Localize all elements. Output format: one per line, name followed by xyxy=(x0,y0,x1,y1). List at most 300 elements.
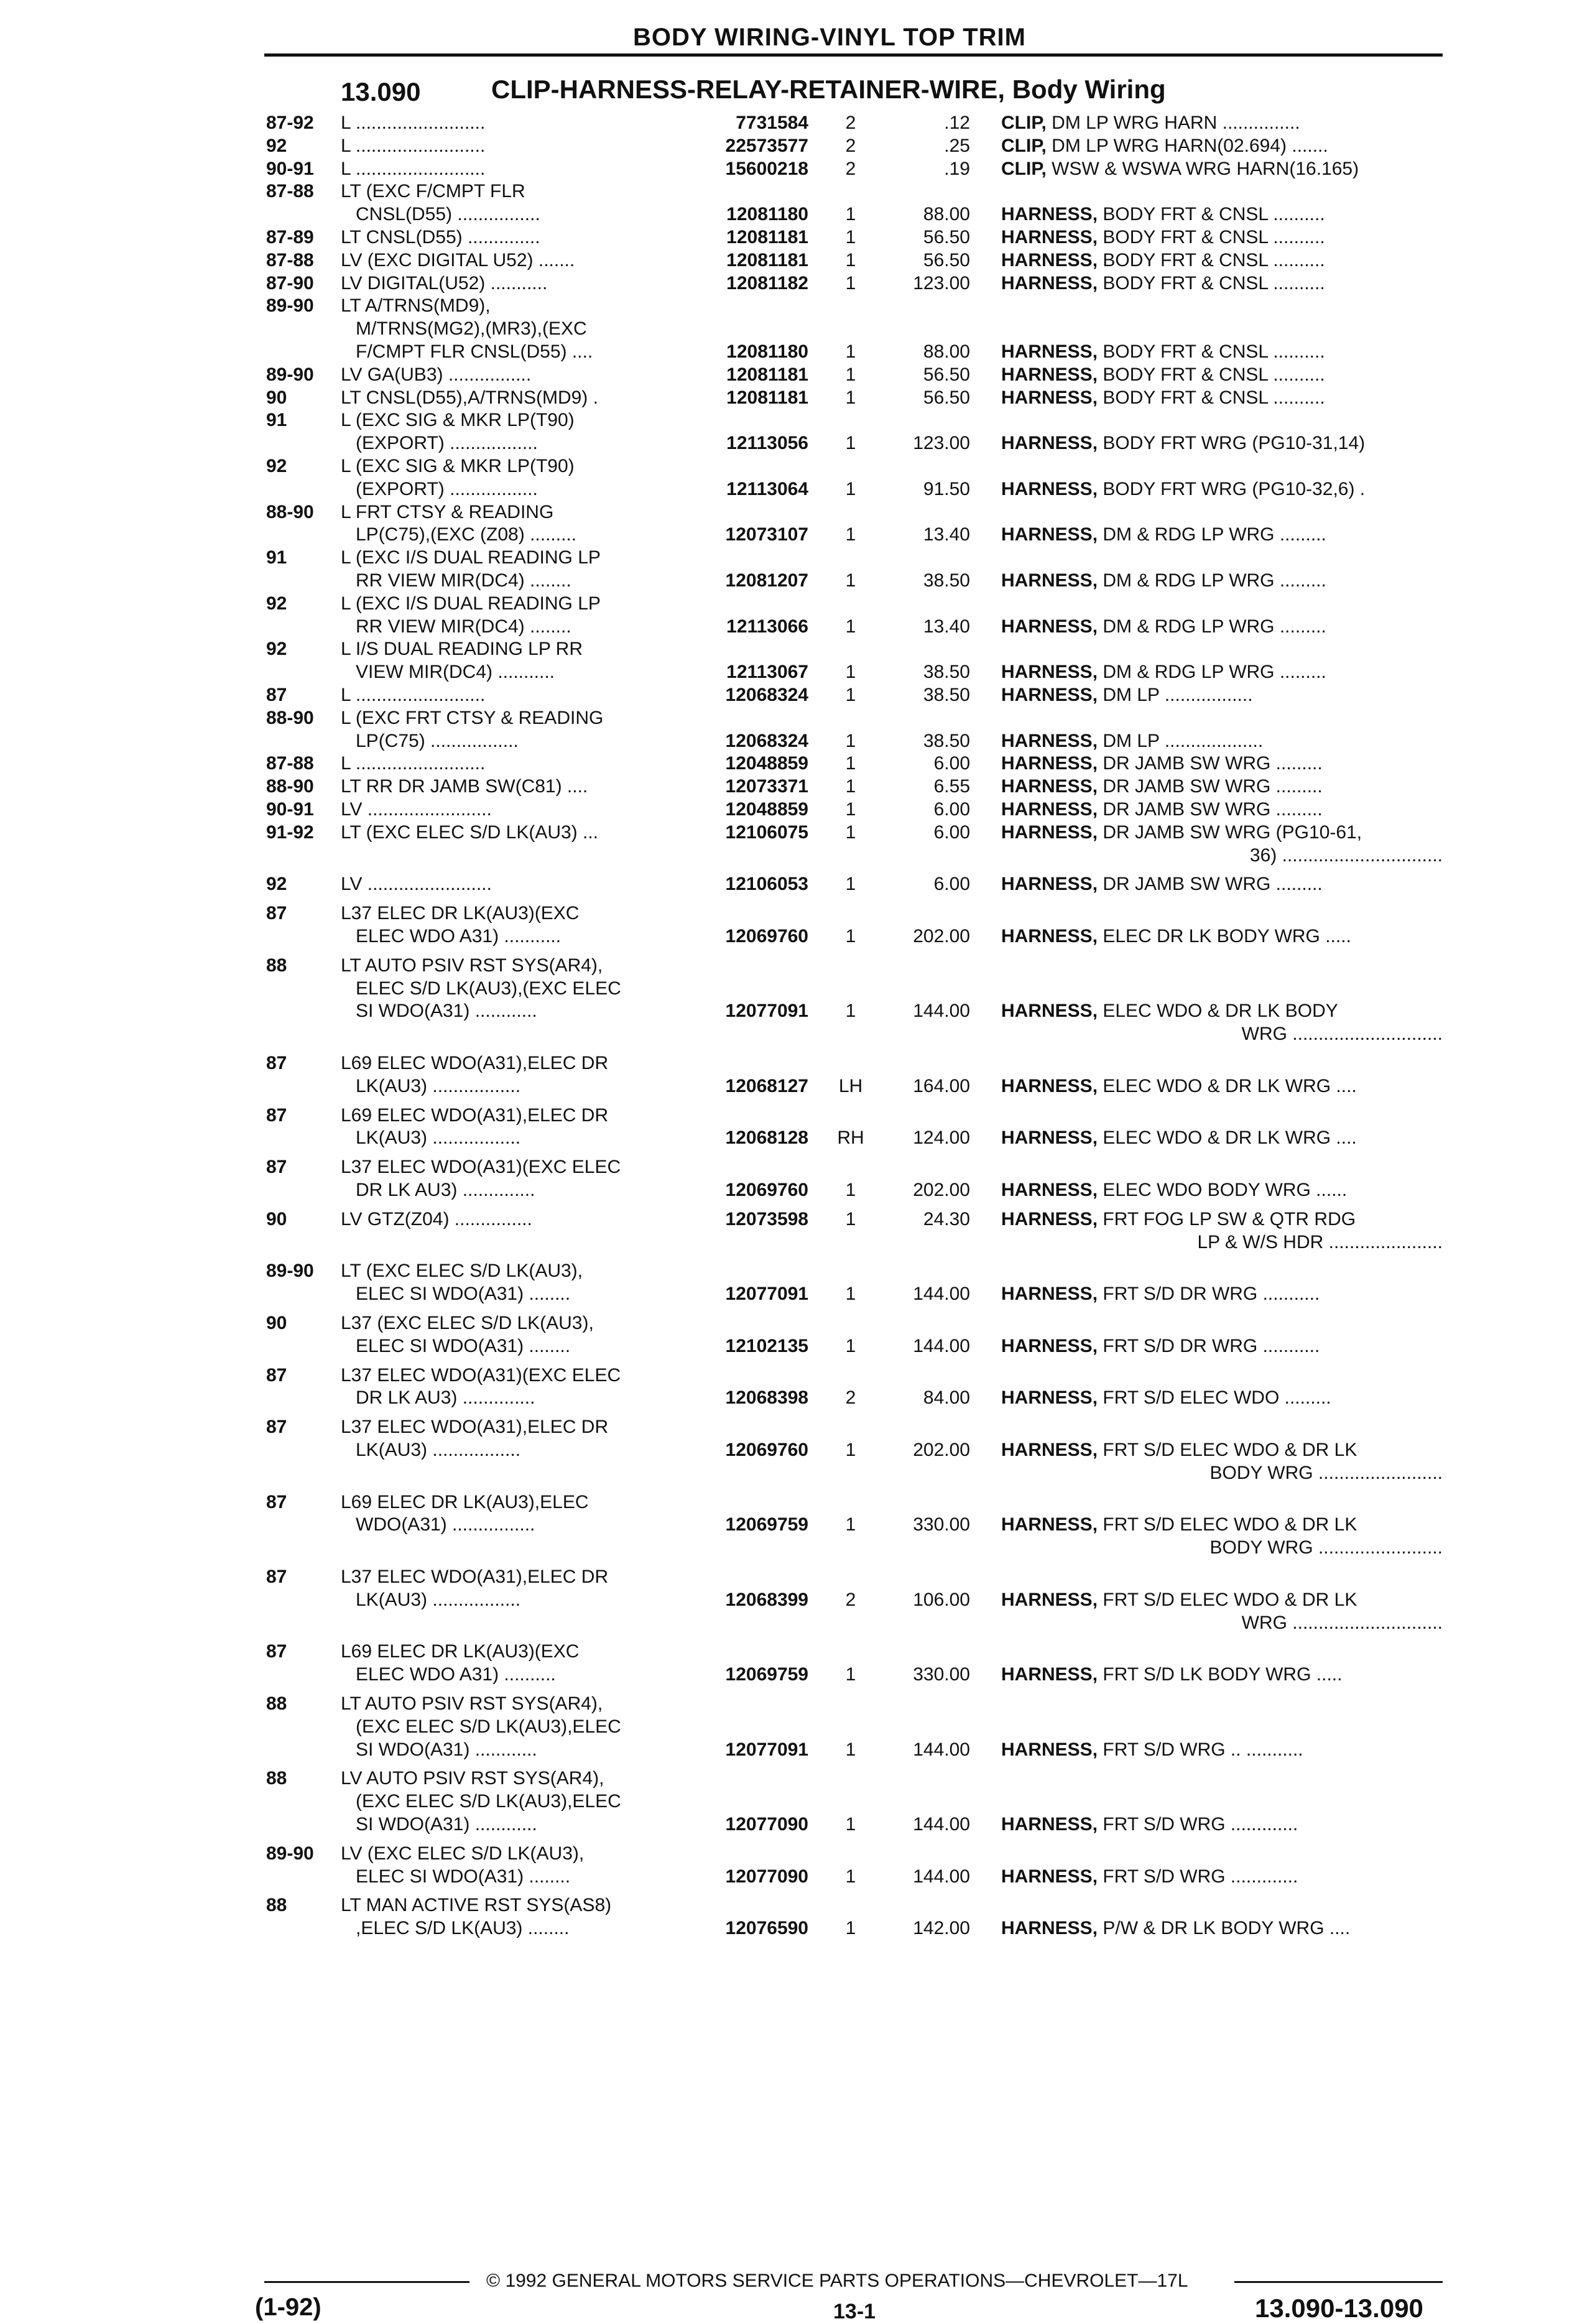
row-part-number: 12077091 xyxy=(725,1284,808,1305)
row-price: 6.00 xyxy=(933,753,970,774)
row-item-name xyxy=(1001,1127,1357,1149)
row-description: L37 (EXC ELEC S/D LK(AU3), xyxy=(341,1313,594,1333)
row-item-detail-continued: WRG ............................. xyxy=(1241,1612,1443,1633)
row-quantity: 1 xyxy=(845,874,856,895)
row-year: 89-90 xyxy=(266,1843,314,1864)
row-item-category: HARNESS, xyxy=(1001,1180,1098,1200)
row-part-number: 12113064 xyxy=(726,478,808,499)
row-part-number: 12081181 xyxy=(726,249,808,271)
row-item-detail-continued: LP & W/S HDR ...................... xyxy=(1197,1231,1443,1252)
row-part-number: 12113066 xyxy=(726,616,808,637)
row-description: L ......................... xyxy=(341,685,486,705)
row-item-name xyxy=(1001,158,1359,180)
row-item-category: HARNESS, xyxy=(1001,730,1098,751)
row-item-detail: ELEC DR LK BODY WRG ..... xyxy=(1098,926,1351,947)
row-part-number: 12113067 xyxy=(726,662,808,683)
row-item-detail: BODY FRT & CNSL .......... xyxy=(1098,272,1325,294)
row-year: 87 xyxy=(266,1491,287,1512)
row-item-category: HARNESS, xyxy=(1001,874,1098,895)
row-quantity: 1 xyxy=(845,776,856,797)
row-part-number: 12077091 xyxy=(725,1739,808,1760)
row-price: 6.00 xyxy=(933,822,970,843)
row-item-category: HARNESS, xyxy=(1001,1514,1098,1535)
row-year: 87-88 xyxy=(266,181,314,202)
header-rule xyxy=(264,53,1443,57)
row-description: LT (EXC F/CMPT FLR xyxy=(341,181,525,202)
footer-date: (1-92) xyxy=(255,2294,321,2321)
row-item-name xyxy=(1001,873,1323,896)
row-price: 88.00 xyxy=(923,341,970,362)
row-part-number: 12081180 xyxy=(726,341,808,362)
row-item-detail: BODY FRT & CNSL .......... xyxy=(1098,341,1325,362)
row-item-detail: FRT S/D ELEC WDO & DR LK xyxy=(1098,1514,1357,1535)
row-quantity: 2 xyxy=(845,1387,856,1409)
row-item-detail: DR JAMB SW WRG ......... xyxy=(1098,799,1323,820)
row-part-number: 12069760 xyxy=(725,1440,808,1460)
row-price: 13.40 xyxy=(923,616,970,637)
row-part-number: 12073107 xyxy=(725,524,808,545)
row-year: 91 xyxy=(266,410,287,431)
row-year: 90-91 xyxy=(266,799,314,820)
row-description: L (EXC I/S DUAL READING LP xyxy=(341,593,601,614)
row-description: SI WDO(A31) ............ xyxy=(356,1814,537,1835)
row-item-category: HARNESS, xyxy=(1001,1001,1098,1022)
row-price: 124.00 xyxy=(913,1127,970,1149)
row-part-number: 22573577 xyxy=(725,135,808,156)
row-year: 87 xyxy=(266,1417,287,1438)
row-item-detail: FRT S/D ELEC WDO & DR LK xyxy=(1098,1440,1357,1460)
row-item-category: HARNESS, xyxy=(1001,1866,1098,1887)
row-year: 88 xyxy=(266,1895,287,1916)
row-price: 38.50 xyxy=(923,685,970,705)
row-item-detail-continued: BODY WRG ........................ xyxy=(1209,1537,1443,1558)
row-item-category: HARNESS, xyxy=(1001,364,1098,385)
row-item-category: HARNESS, xyxy=(1001,662,1098,683)
row-item-detail: BODY FRT & CNSL .......... xyxy=(1098,249,1325,271)
row-part-number: 12102135 xyxy=(725,1335,808,1356)
row-year: 91 xyxy=(266,547,287,568)
row-year: 88 xyxy=(266,955,287,976)
row-price: 6.00 xyxy=(933,874,970,895)
row-description: LV ........................ xyxy=(341,799,492,820)
row-item-name xyxy=(1001,1664,1342,1686)
row-part-number: 12068128 xyxy=(725,1127,808,1149)
row-item-name xyxy=(1001,1813,1298,1836)
row-quantity: 1 xyxy=(845,616,856,637)
row-item-category: HARNESS, xyxy=(1001,249,1098,271)
row-price: 202.00 xyxy=(913,1440,970,1460)
row-item-name xyxy=(1001,112,1300,134)
row-item-detail: FRT S/D DR WRG ........... xyxy=(1098,1284,1320,1305)
row-item-name xyxy=(1001,616,1326,638)
row-item-name xyxy=(1001,1335,1320,1358)
row-item-detail: DR JAMB SW WRG ......... xyxy=(1098,874,1323,895)
row-item-category: HARNESS, xyxy=(1001,524,1098,545)
section-title xyxy=(491,75,1166,104)
row-part-number: 12077090 xyxy=(725,1866,808,1887)
row-price: 38.50 xyxy=(923,662,970,683)
row-description: M/TRNS(MG2),(MR3),(EXC xyxy=(356,318,587,340)
row-description: LV (EXC ELEC S/D LK(AU3), xyxy=(341,1843,585,1864)
row-item-name xyxy=(1001,1589,1357,1611)
row-quantity: 1 xyxy=(845,730,856,751)
row-description: RR VIEW MIR(DC4) ........ xyxy=(356,570,571,591)
row-year: 87 xyxy=(266,1104,287,1126)
row-description: ELEC S/D LK(AU3),(EXC ELEC xyxy=(356,978,621,999)
row-description: LV GTZ(Z04) ............... xyxy=(341,1208,532,1229)
row-description: (EXPORT) ................. xyxy=(356,478,538,499)
row-description: L I/S DUAL READING LP RR xyxy=(341,639,583,660)
row-part-number: 12068398 xyxy=(725,1387,808,1409)
row-quantity: 1 xyxy=(845,1440,856,1460)
row-quantity: 1 xyxy=(845,1514,856,1535)
row-year: 87 xyxy=(266,685,287,705)
row-item-detail: FRT S/D DR WRG ........... xyxy=(1098,1335,1320,1356)
row-item-name xyxy=(1001,226,1325,249)
row-description: LT (EXC ELEC S/D LK(AU3) ... xyxy=(341,822,599,843)
row-description: ,ELEC S/D LK(AU3) ........ xyxy=(356,1918,570,1939)
row-description: LK(AU3) ................. xyxy=(356,1589,521,1610)
row-description: LK(AU3) ................. xyxy=(356,1075,521,1096)
row-price: .19 xyxy=(944,158,970,179)
row-item-category: HARNESS, xyxy=(1001,272,1098,294)
row-description: L ......................... xyxy=(341,135,486,156)
row-year: 90-91 xyxy=(266,158,314,179)
row-description: LT (EXC ELEC S/D LK(AU3), xyxy=(341,1261,583,1282)
row-description: (EXC ELEC S/D LK(AU3),ELEC xyxy=(356,1716,621,1737)
row-quantity: 1 xyxy=(845,1284,856,1305)
row-description: SI WDO(A31) ............ xyxy=(356,1739,537,1760)
row-year: 87 xyxy=(266,1053,287,1073)
row-quantity: 1 xyxy=(845,524,856,545)
row-price: 330.00 xyxy=(913,1664,970,1685)
row-item-category: HARNESS, xyxy=(1001,822,1098,843)
row-item-name xyxy=(1001,925,1351,948)
row-item-category: HARNESS, xyxy=(1001,1284,1098,1305)
row-item-name xyxy=(1001,341,1325,363)
row-quantity: 1 xyxy=(845,478,856,499)
row-quantity: 1 xyxy=(845,387,856,408)
row-price: 123.00 xyxy=(913,272,970,294)
row-part-number: 12081207 xyxy=(725,570,808,591)
row-item-name xyxy=(1001,272,1325,295)
section-number: 13.090 xyxy=(341,77,421,106)
row-item-category: HARNESS, xyxy=(1001,387,1098,408)
row-part-number: 12081181 xyxy=(726,387,808,408)
row-description: SI WDO(A31) ............ xyxy=(356,1001,537,1022)
row-quantity: 1 xyxy=(845,364,856,385)
row-part-number: 12081182 xyxy=(726,272,808,294)
row-quantity: 1 xyxy=(845,799,856,820)
row-item-detail: BODY FRT & CNSL .......... xyxy=(1098,387,1325,408)
row-description: LT AUTO PSIV RST SYS(AR4), xyxy=(341,955,603,976)
row-item-detail: FRT S/D WRG ............. xyxy=(1098,1866,1298,1887)
row-item-name xyxy=(1001,1514,1357,1536)
row-year: 87-92 xyxy=(266,113,314,133)
row-price: 144.00 xyxy=(913,1739,970,1760)
row-quantity: 1 xyxy=(845,1739,856,1760)
footer-page-number: 13-1 xyxy=(833,2300,876,2323)
row-item-detail: DR JAMB SW WRG ......... xyxy=(1098,776,1323,797)
row-part-number: 12069760 xyxy=(725,926,808,947)
row-item-category: HARNESS, xyxy=(1001,1127,1098,1149)
row-item-detail: DM & RDG LP WRG ......... xyxy=(1098,524,1326,545)
row-year: 88 xyxy=(266,1693,287,1714)
section-title-main: CLIP-HARNESS-RELAY-RETAINER-WIRE, xyxy=(491,75,1006,104)
row-item-name xyxy=(1001,730,1263,752)
row-part-number: 12068127 xyxy=(725,1075,808,1096)
row-quantity: 1 xyxy=(845,433,856,454)
row-item-detail: ELEC WDO & DR LK BODY xyxy=(1098,1001,1338,1022)
row-description: LT RR DR JAMB SW(C81) .... xyxy=(341,776,588,797)
row-item-category: HARNESS, xyxy=(1001,1918,1098,1939)
row-price: 164.00 xyxy=(913,1075,970,1096)
row-quantity: 1 xyxy=(845,1866,856,1887)
row-description: DR LK AU3) .............. xyxy=(356,1180,535,1200)
row-item-category: CLIP, xyxy=(1001,113,1047,133)
row-year: 88-90 xyxy=(266,707,314,728)
row-item-detail: BODY FRT & CNSL .......... xyxy=(1098,364,1325,385)
row-item-detail: ELEC WDO & DR LK WRG .... xyxy=(1098,1075,1357,1096)
row-item-detail: ELEC WDO & DR LK WRG .... xyxy=(1098,1127,1357,1149)
row-price: 106.00 xyxy=(913,1589,970,1610)
row-item-category: HARNESS, xyxy=(1001,1208,1098,1229)
row-year: 92 xyxy=(266,135,287,156)
row-item-category: HARNESS, xyxy=(1001,227,1098,248)
row-item-category: CLIP, xyxy=(1001,135,1047,156)
row-item-category: HARNESS, xyxy=(1001,926,1098,947)
row-quantity: 1 xyxy=(845,1180,856,1200)
row-item-category: HARNESS, xyxy=(1001,616,1098,637)
row-price: 144.00 xyxy=(913,1814,970,1835)
row-item-category: HARNESS, xyxy=(1001,1814,1098,1835)
row-description: CNSL(D55) ................ xyxy=(356,204,540,225)
row-description: RR VIEW MIR(DC4) ........ xyxy=(356,616,571,637)
footer-rule-left xyxy=(264,2281,469,2283)
row-description: L69 ELEC WDO(A31),ELEC DR xyxy=(341,1053,609,1073)
row-item-name xyxy=(1001,387,1325,409)
row-part-number: 12077090 xyxy=(725,1814,808,1835)
row-item-category: HARNESS, xyxy=(1001,341,1098,362)
row-part-number: 12106075 xyxy=(725,822,808,843)
row-description: LP(C75),(EXC (Z08) ......... xyxy=(356,524,577,545)
section-title-sub: Body Wiring xyxy=(1005,75,1166,104)
row-year: 92 xyxy=(266,456,287,476)
row-description: LT AUTO PSIV RST SYS(AR4), xyxy=(341,1693,603,1714)
row-item-name xyxy=(1001,1439,1357,1461)
row-quantity: 1 xyxy=(845,272,856,294)
row-price: 142.00 xyxy=(913,1918,970,1939)
row-price: 202.00 xyxy=(913,1180,970,1200)
row-description: LV AUTO PSIV RST SYS(AR4), xyxy=(341,1768,604,1789)
row-description: ELEC SI WDO(A31) ........ xyxy=(356,1866,571,1887)
row-description: L37 ELEC WDO(A31),ELEC DR xyxy=(341,1417,609,1438)
row-price: 38.50 xyxy=(923,730,970,751)
row-price: 38.50 xyxy=(923,570,970,591)
row-year: 87 xyxy=(266,1157,287,1178)
row-description: LV GA(UB3) ................ xyxy=(341,364,532,385)
row-description: L ......................... xyxy=(341,158,486,179)
row-quantity: 1 xyxy=(845,249,856,271)
row-item-detail: DR JAMB SW WRG (PG10-61, xyxy=(1098,822,1362,843)
row-item-detail: P/W & DR LK BODY WRG .... xyxy=(1098,1918,1351,1939)
row-year: 87 xyxy=(266,1567,287,1587)
row-price: 144.00 xyxy=(913,1866,970,1887)
row-year: 92 xyxy=(266,639,287,660)
row-item-detail: DM & RDG LP WRG ......... xyxy=(1098,570,1326,591)
row-part-number: 12073371 xyxy=(725,776,808,797)
row-description: LK(AU3) ................. xyxy=(356,1440,521,1460)
row-item-detail-continued: WRG ............................. xyxy=(1241,1024,1443,1045)
row-description: LK(AU3) ................. xyxy=(356,1127,521,1149)
row-quantity: 1 xyxy=(845,570,856,591)
row-item-detail: DM & RDG LP WRG ......... xyxy=(1098,662,1326,683)
row-item-category: HARNESS, xyxy=(1001,1075,1098,1096)
row-description: L37 ELEC WDO(A31)(EXC ELEC xyxy=(341,1157,621,1178)
row-item-category: HARNESS, xyxy=(1001,799,1098,820)
row-description: L69 ELEC DR LK(AU3),ELEC xyxy=(341,1491,589,1512)
row-quantity: 2 xyxy=(845,135,856,156)
row-description: LV ........................ xyxy=(341,874,492,895)
row-description: L37 ELEC WDO(A31),ELEC DR xyxy=(341,1567,609,1587)
row-item-detail: FRT S/D LK BODY WRG ..... xyxy=(1098,1664,1343,1685)
row-description: L (EXC SIG & MKR LP(T90) xyxy=(341,410,575,431)
row-item-name xyxy=(1001,1283,1320,1305)
row-item-detail: DM LP ................. xyxy=(1098,685,1253,705)
row-item-name xyxy=(1001,1179,1347,1201)
row-year: 92 xyxy=(266,874,287,895)
row-price: 6.00 xyxy=(933,799,970,820)
row-quantity: RH xyxy=(837,1127,864,1149)
row-quantity: LH xyxy=(838,1075,863,1096)
row-price: 24.30 xyxy=(923,1208,970,1229)
row-description: L ......................... xyxy=(341,113,486,133)
row-description: L ......................... xyxy=(341,753,486,774)
row-price: 88.00 xyxy=(923,204,970,225)
row-part-number: 12077091 xyxy=(725,1001,808,1022)
row-price: 91.50 xyxy=(923,478,970,499)
row-item-name xyxy=(1001,799,1323,821)
row-item-category: HARNESS, xyxy=(1001,753,1098,774)
row-item-detail-continued: 36) ............................... xyxy=(1249,845,1443,866)
row-price: 123.00 xyxy=(913,433,970,454)
row-price: .12 xyxy=(944,113,970,133)
row-part-number: 12069759 xyxy=(725,1664,808,1685)
row-price: 202.00 xyxy=(913,926,970,947)
row-item-detail: DM & RDG LP WRG ......... xyxy=(1098,616,1326,637)
row-quantity: 1 xyxy=(845,926,856,947)
row-quantity: 1 xyxy=(845,1208,856,1229)
row-quantity: 1 xyxy=(845,1664,856,1685)
row-year: 88-90 xyxy=(266,776,314,797)
row-part-number: 12069760 xyxy=(725,1180,808,1200)
row-description: (EXPORT) ................. xyxy=(356,433,538,454)
row-item-name xyxy=(1001,1917,1350,1940)
row-item-category: HARNESS, xyxy=(1001,1739,1098,1760)
row-item-category: HARNESS, xyxy=(1001,776,1098,797)
row-quantity: 2 xyxy=(845,113,856,133)
row-description: L37 ELEC WDO(A31)(EXC ELEC xyxy=(341,1364,621,1386)
row-item-name xyxy=(1001,570,1326,592)
row-year: 89-90 xyxy=(266,1261,314,1282)
row-item-detail: FRT S/D WRG .. ........... xyxy=(1098,1739,1303,1760)
footer-rule-right xyxy=(1234,2281,1443,2283)
row-part-number: 12069759 xyxy=(725,1514,808,1535)
row-year: 88 xyxy=(266,1768,287,1789)
row-price: 56.50 xyxy=(923,249,970,271)
row-item-name xyxy=(1001,1387,1331,1409)
row-price: 330.00 xyxy=(913,1514,970,1535)
row-year: 88-90 xyxy=(266,501,314,522)
row-price: 56.50 xyxy=(923,364,970,385)
row-item-name xyxy=(1001,203,1325,226)
row-item-name xyxy=(1001,1208,1356,1231)
row-part-number: 12076590 xyxy=(725,1918,808,1939)
copyright-notice: © 1992 GENERAL MOTORS SERVICE PARTS OPERATIONS—CHEVROLET—17L xyxy=(486,2271,1188,2291)
row-description: L FRT CTSY & READING xyxy=(341,501,554,522)
row-item-detail: DM LP WRG HARN(02.694) ....... xyxy=(1046,135,1328,156)
row-year: 87 xyxy=(266,1641,287,1662)
row-year: 87-90 xyxy=(266,272,314,294)
row-item-category: HARNESS, xyxy=(1001,1335,1098,1356)
row-item-category: HARNESS, xyxy=(1001,685,1098,705)
row-item-category: HARNESS, xyxy=(1001,1440,1098,1460)
row-description: (EXC ELEC S/D LK(AU3),ELEC xyxy=(356,1791,621,1812)
row-year: 92 xyxy=(266,593,287,614)
row-description: ELEC SI WDO(A31) ........ xyxy=(356,1284,571,1305)
row-item-name xyxy=(1001,752,1323,775)
row-year: 87-88 xyxy=(266,249,314,271)
row-description: L (EXC FRT CTSY & READING xyxy=(341,707,604,728)
row-part-number: 12113056 xyxy=(726,433,808,454)
row-part-number: 12048859 xyxy=(725,753,808,774)
row-quantity: 1 xyxy=(845,1001,856,1022)
row-item-detail: FRT S/D ELEC WDO ......... xyxy=(1098,1387,1331,1409)
row-item-name xyxy=(1001,364,1325,386)
row-quantity: 1 xyxy=(845,341,856,362)
row-year: 87 xyxy=(266,1364,287,1386)
row-item-name xyxy=(1001,135,1328,157)
row-item-name xyxy=(1001,249,1325,272)
row-item-name xyxy=(1001,478,1365,501)
row-price: 144.00 xyxy=(913,1284,970,1305)
row-part-number: 12068399 xyxy=(725,1589,808,1610)
row-quantity: 1 xyxy=(845,822,856,843)
row-year: 89-90 xyxy=(266,364,314,385)
row-price: 13.40 xyxy=(923,524,970,545)
row-description: L69 ELEC DR LK(AU3)(EXC xyxy=(341,1641,580,1662)
row-quantity: 1 xyxy=(845,204,856,225)
row-item-category: HARNESS, xyxy=(1001,1589,1098,1610)
row-item-name xyxy=(1001,1075,1357,1098)
row-item-name xyxy=(1001,684,1253,706)
footer-section-range: 13.090-13.090 xyxy=(1255,2294,1423,2323)
row-item-detail: BODY FRT & CNSL .......... xyxy=(1098,227,1325,248)
row-quantity: 1 xyxy=(845,227,856,248)
row-year: 91-92 xyxy=(266,822,314,843)
row-quantity: 1 xyxy=(845,685,856,705)
row-part-number: 12081180 xyxy=(726,204,808,225)
row-description: LT MAN ACTIVE RST SYS(AS8) xyxy=(341,1895,612,1916)
row-price: 144.00 xyxy=(913,1335,970,1356)
row-item-name xyxy=(1001,1000,1338,1022)
row-year: 87 xyxy=(266,903,287,924)
row-description: F/CMPT FLR CNSL(D55) .... xyxy=(356,341,593,362)
row-item-detail: BODY FRT WRG (PG10-31,14) xyxy=(1098,433,1366,454)
row-part-number: 7731584 xyxy=(736,113,808,133)
page-header: BODY WIRING-VINYL TOP TRIM xyxy=(633,24,1026,51)
row-item-detail: DM LP ................... xyxy=(1098,730,1264,751)
